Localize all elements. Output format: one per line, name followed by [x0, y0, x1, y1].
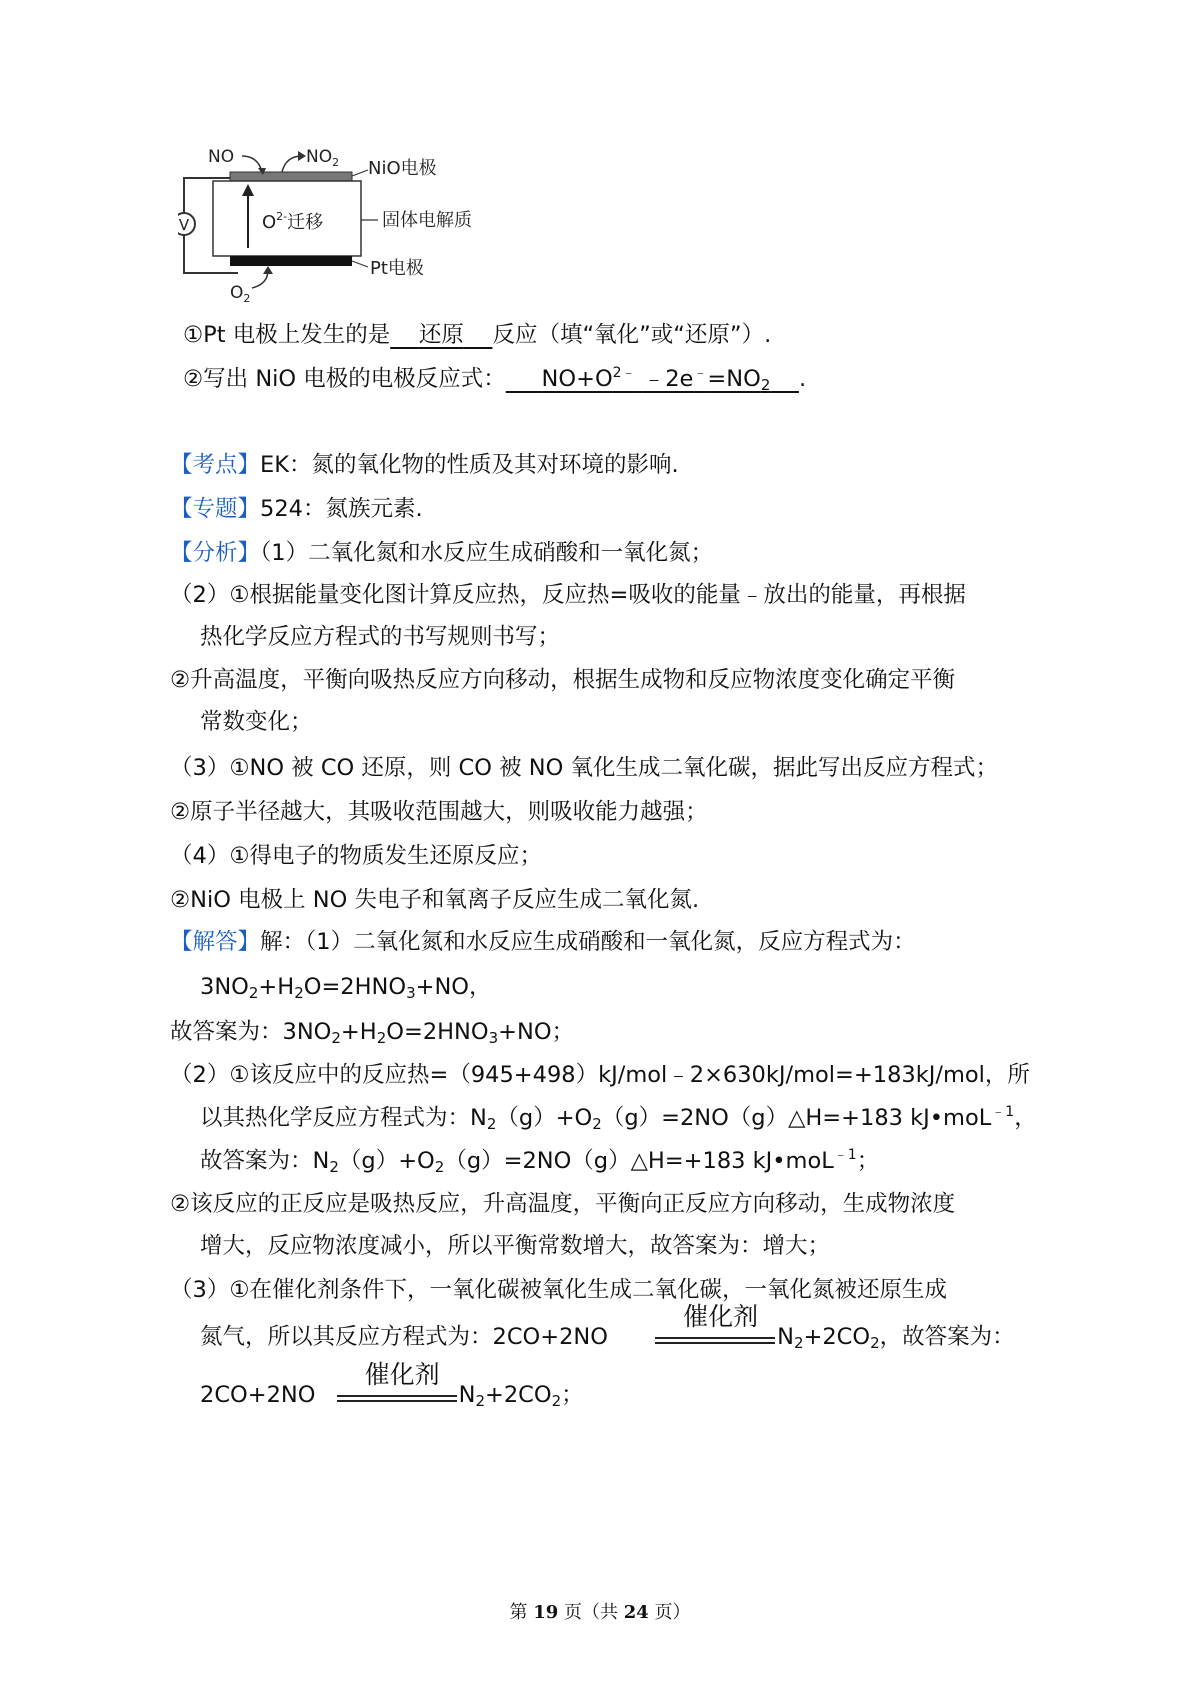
- fenxi-text-7: ②原子半径越大，其吸收范围越大，则吸收能力越强；: [170, 799, 708, 825]
- kaodian-text: EK：氮的氧化物的性质及其对环境的影响.: [260, 452, 679, 478]
- jieda-line-8: [200, 1231, 830, 1261]
- zhuanti-text: 524：氮族元素.: [260, 496, 423, 522]
- fenxi-line-6: [170, 753, 998, 783]
- jieda-line-6: 故答案为：$N_2(g)+O_2(g)=2NO(g)\triangle H=+183$ kJ•moL$^{﹣1}$；: [200, 1147, 880, 1176]
- jieda-text-4: （2）①该反应中的反应热=（945+498）kJ/mol﹣2×630kJ/mol=+183kJ/mol，所: [170, 1062, 1030, 1088]
- jieda-tag: 【解答】: [170, 929, 261, 955]
- fenxi-text-3: 热化学反应方程式的书写规则书写；: [200, 624, 561, 650]
- o2-label: $O_2$: [230, 283, 251, 305]
- fenxi-line-9: [170, 885, 699, 915]
- page-number: 19: [533, 1602, 559, 1623]
- o2-in-arrowhead: [263, 266, 273, 274]
- fenxi-line-5: [200, 707, 313, 737]
- jieda-line-9: [170, 1275, 947, 1305]
- pt-electrode-label: Pt电极: [370, 258, 424, 279]
- fenxi-line-7: [170, 797, 708, 827]
- fenxi-text-6: （3）①NO 被 CO 还原，则 CO 被 NO 氧化生成二氧化碳，据此写出反应方程式；: [170, 755, 998, 781]
- catalyst-arrow: [655, 1301, 775, 1353]
- fenxi-text-5: 常数变化；: [200, 709, 313, 735]
- voltmeter-label: V: [178, 216, 190, 234]
- fenxi-text-8: （4）①得电子的物质发生还原反应；: [170, 843, 542, 869]
- jieda-text-1: 解：（1）二氧化氮和水反应生成硝酸和一氧化氮，反应方程式为：: [260, 929, 916, 955]
- jieda-eq1-answer: 故答案为：$3NO_2+H_2O=2HNO_3+NO$；: [170, 1019, 575, 1047]
- q4-part2-prefix: ②写出 NiO 电极的电极反应式：: [183, 366, 506, 392]
- nio-leader: [352, 170, 368, 176]
- zhuanti-tag: 【专题】: [170, 496, 261, 522]
- jieda-line-4: [170, 1060, 1030, 1090]
- q4-part2: [183, 364, 806, 394]
- pt-leader: [352, 261, 368, 267]
- no-in-arrow: [242, 156, 262, 172]
- fenxi-line-4: [170, 665, 955, 695]
- migration-label: $O^{2-}$迁移: [262, 210, 324, 233]
- page-footer: 第 19 页（共 24 页）: [509, 1602, 691, 1623]
- catalyst-label-2: 催化剂: [364, 1359, 440, 1389]
- jieda-text-8: 增大，反应物浓度减小，所以平衡常数增大，故答案为：增大；: [200, 1233, 831, 1259]
- fenxi-tag: 【分析】: [170, 540, 261, 566]
- fenxi-line-3: [200, 622, 560, 652]
- jieda-line-5: 以其热化学反应方程式为：$N_2(g)+O_2(g)=2NO(g)\triangle H=+183$ kJ•moL$^{﹣1}$，: [200, 1104, 1037, 1133]
- q4-part2-suffix: .: [798, 366, 807, 392]
- jieda-line-1: [170, 927, 916, 957]
- pt-electrode: [230, 256, 352, 266]
- jieda-text-9: （3）①在催化剂条件下，一氧化碳被氧化生成二氧化碳，一氧化氮被还原生成: [170, 1277, 947, 1303]
- q4-part1-prefix: ①Pt 电极上发生的是: [183, 322, 391, 348]
- no2-out-arrowhead: [298, 151, 306, 161]
- fenxi-text-2: （2）①根据能量变化图计算反应热，反应热=吸收的能量﹣放出的能量，再根据: [170, 582, 966, 608]
- fenxi-text-9: ②NiO 电极上 NO 失电子和氧离子反应生成二氧化氮.: [170, 887, 700, 913]
- q4-part1-suffix: 反应（填“氧化”或“还原”）.: [492, 322, 772, 348]
- page-total: 24: [623, 1602, 649, 1623]
- fenxi-line-1: [170, 538, 713, 568]
- electrolyte-label: 固体电解质: [382, 210, 472, 231]
- kaodian-tag: 【考点】: [170, 452, 261, 478]
- electrochemical-cell-diagram: [178, 148, 538, 308]
- fenxi-text-4: ②升高温度，平衡向吸热反应方向移动，根据生成物和反应物浓度变化确定平衡: [170, 667, 956, 693]
- jieda-line-7: [170, 1189, 955, 1219]
- jieda-text-7: ②该反应的正反应是吸热反应，升高温度，平衡向正反应方向移动，生成物浓度: [170, 1191, 956, 1217]
- fenxi-text-1: （1）二氧化氮和水反应生成硝酸和一氧化氮；: [260, 540, 714, 566]
- jieda-line-10: 氮气，所以其反应方程式为：2CO+2NO 催化剂 $N_2+2CO_2$，故答案为：: [200, 1301, 1015, 1352]
- nio-electrode: [230, 172, 352, 181]
- no-label: NO: [208, 148, 235, 167]
- nio-electrode-label: NiO电极: [368, 158, 437, 179]
- jieda-eq1: $3NO_2+H_2O=2HNO_3+NO$，: [200, 974, 492, 1002]
- fenxi-line-2: [170, 580, 966, 610]
- catalyst-label: 催化剂: [683, 1301, 759, 1331]
- zhuanti-line: [170, 494, 423, 524]
- q4-part1: [183, 320, 771, 350]
- q4-part2-answer: $NO+O^{2﹣}$ $﹣2e^﹣=NO_2$: [541, 365, 771, 394]
- kaodian-line: [170, 450, 679, 480]
- fenxi-line-8: [170, 841, 542, 871]
- no2-label: $NO_2$: [306, 148, 340, 169]
- jieda-line-11: 2CO+2NO 催化剂 $N_2+2CO_2$；: [200, 1359, 584, 1410]
- q4-part1-answer: 还原: [418, 322, 464, 348]
- catalyst-arrow-2: [337, 1359, 457, 1411]
